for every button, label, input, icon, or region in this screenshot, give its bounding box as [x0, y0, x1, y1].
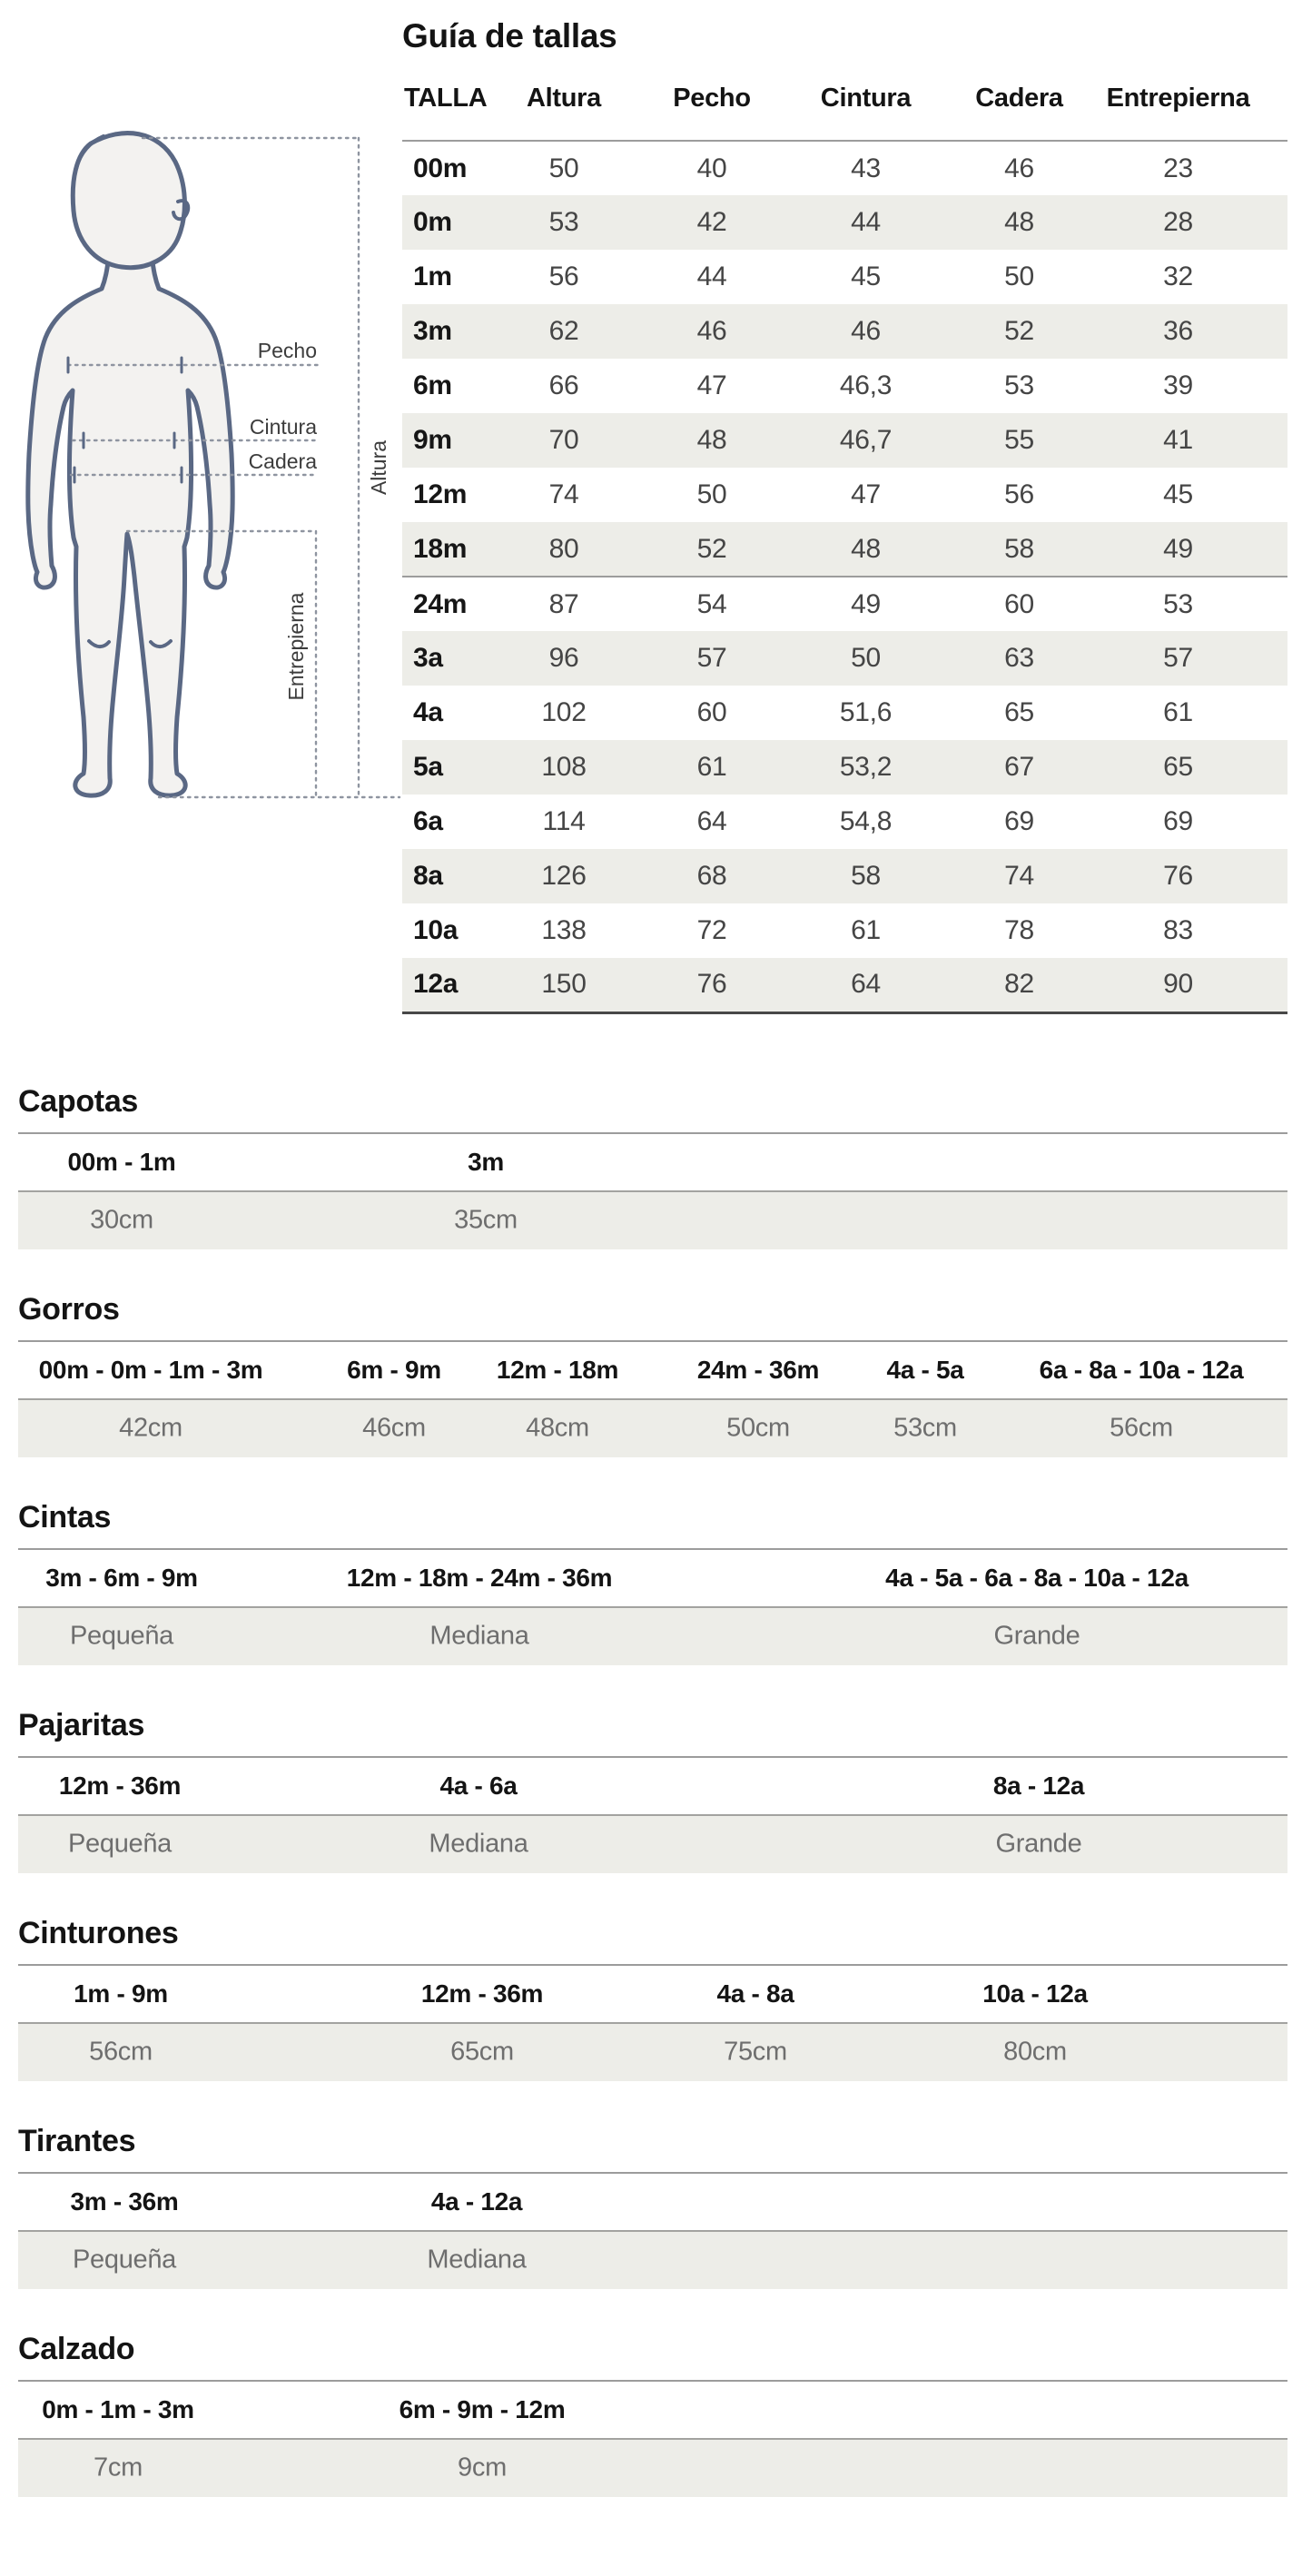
- pecho-value: 46: [696, 316, 727, 346]
- pajaritas-header-row: [18, 1756, 1287, 1814]
- section-pajaritas: [0, 1707, 1312, 1873]
- tirantes-value-row: [18, 2230, 1287, 2289]
- calzado-value: 7cm: [94, 2453, 143, 2482]
- cinturones-header-row: [18, 1964, 1287, 2022]
- pecho-value: 57: [696, 643, 727, 673]
- pecho-value: 44: [696, 262, 727, 291]
- pecho-value: 40: [696, 153, 727, 183]
- cintas-value: Grande: [993, 1621, 1080, 1651]
- cinturones-range: 4a - 8a: [716, 1979, 794, 2008]
- gorros-value: 50cm: [726, 1413, 790, 1443]
- size-label: 18m: [402, 522, 493, 577]
- cadera-value: 53: [1004, 370, 1034, 400]
- section-cinturones: [0, 1915, 1312, 2081]
- gorros-range: 6m - 9m: [347, 1355, 441, 1384]
- section-capotas: [0, 1083, 1312, 1249]
- size-label: 6a: [413, 806, 443, 836]
- pecho-value: 48: [696, 425, 727, 455]
- altura-value: 53: [548, 207, 579, 237]
- size-table-row: [402, 413, 1287, 468]
- cadera-value: 56: [1004, 479, 1034, 509]
- section-title-tirantes: Tirantes: [18, 2123, 136, 2158]
- child-body-outline: [28, 254, 232, 795]
- cintas-value: Pequeña: [69, 1621, 174, 1651]
- pecho-value: 72: [696, 915, 727, 945]
- entrepierna-value: 45: [1163, 479, 1193, 509]
- entrepierna-value: 49: [1096, 522, 1287, 577]
- size-table-row: [402, 250, 1287, 304]
- altura-value: 74: [548, 479, 579, 509]
- cadera-value: 52: [1004, 316, 1034, 346]
- cintas-range: 4a - 5a - 6a - 8a - 10a - 12a: [885, 1563, 1189, 1592]
- size-label: 8a: [413, 861, 443, 891]
- cintas-header-row: [18, 1548, 1287, 1606]
- pajaritas-value: Mediana: [429, 1829, 528, 1859]
- capotas-value-row: [18, 1190, 1287, 1249]
- size-label: 10a: [413, 915, 459, 945]
- pecho-value: 68: [696, 861, 727, 891]
- cadera-label: Cadera: [248, 449, 317, 473]
- gorros-value: 48cm: [526, 1413, 589, 1443]
- size-table: [402, 56, 1287, 1014]
- page-title: Guía de tallas: [402, 17, 617, 54]
- cintura-value: 53,2: [839, 752, 893, 782]
- cintura-value: 46: [851, 316, 881, 346]
- size-label: 00m: [413, 153, 468, 183]
- cadera-value: 58: [942, 522, 1096, 577]
- cadera-value: 69: [1004, 806, 1034, 836]
- entrepierna-value: 61: [1163, 697, 1193, 727]
- pajaritas-value-row: [18, 1814, 1287, 1873]
- size-label: 3a: [413, 643, 443, 673]
- col-header-entrepierna: Entrepierna: [1096, 56, 1287, 141]
- pecho-value: 76: [696, 969, 727, 1000]
- pajaritas-range: 12m - 36m: [58, 1771, 182, 1800]
- tirantes-value: Mediana: [427, 2245, 527, 2275]
- capotas-value: 30cm: [90, 1205, 153, 1235]
- section-title-cinturones: Cinturones: [18, 1915, 179, 1950]
- cintas-range: 12m - 18m - 24m - 36m: [346, 1563, 613, 1592]
- cintas-value-row: [18, 1606, 1287, 1665]
- cadera-value: 78: [1004, 915, 1034, 945]
- cintas-range: 3m - 6m - 9m: [45, 1563, 198, 1592]
- col-header-pecho: Pecho: [635, 56, 789, 141]
- size-table-row: [402, 304, 1287, 359]
- size-table-row: [402, 740, 1287, 795]
- cintura-value: 48: [789, 522, 942, 577]
- gorros-range: 12m - 18m: [496, 1355, 619, 1384]
- altura-value: 62: [548, 316, 579, 346]
- tirantes-range: 4a - 12a: [430, 2186, 523, 2216]
- cintura-value: 64: [851, 969, 881, 1000]
- cinturones-value: 65cm: [450, 2037, 514, 2067]
- section-tirantes: [0, 2123, 1312, 2289]
- size-label: 6m: [413, 370, 452, 400]
- size-table-header-row: [402, 56, 1287, 141]
- pajaritas-value: Pequeña: [67, 1829, 173, 1859]
- altura-label: Altura: [367, 439, 390, 496]
- size-label: 12a: [413, 969, 459, 1000]
- section-gorros: [0, 1291, 1312, 1457]
- altura-value: 138: [541, 915, 587, 945]
- cintura-value: 44: [851, 207, 881, 237]
- altura-value: 114: [542, 806, 586, 836]
- entrepierna-value: 90: [1163, 969, 1193, 1000]
- size-table-row: [402, 577, 1287, 631]
- calzado-range: 6m - 9m - 12m: [399, 2394, 566, 2423]
- gorros-value: 53cm: [893, 1413, 957, 1443]
- cadera-value: 65: [1004, 697, 1034, 727]
- entrepierna-value: 28: [1163, 207, 1193, 237]
- size-guide-section: [0, 0, 1312, 1014]
- size-label: 5a: [413, 752, 443, 782]
- cinturones-range: 1m - 9m: [74, 1979, 168, 2008]
- child-head-outline: [73, 133, 184, 268]
- gorros-range: 24m - 36m: [696, 1355, 820, 1384]
- pecho-value: 50: [696, 479, 727, 509]
- gorros-value: 42cm: [119, 1413, 182, 1443]
- altura-value: 126: [541, 861, 587, 891]
- altura-value: 108: [541, 752, 587, 782]
- cadera-value: 48: [1004, 207, 1034, 237]
- gorros-range: 4a - 5a: [886, 1355, 964, 1384]
- size-label: 4a: [413, 697, 443, 727]
- cintura-value: 61: [851, 915, 881, 945]
- altura-value: 87: [548, 588, 579, 619]
- cinturones-range: 12m - 36m: [420, 1979, 544, 2008]
- calzado-header-row: [18, 2380, 1287, 2438]
- cintura-value: 47: [851, 479, 881, 509]
- cadera-value: 55: [1004, 425, 1034, 455]
- altura-value: 150: [541, 969, 587, 1000]
- entrepierna-value: 32: [1163, 262, 1193, 291]
- size-table-row: [402, 958, 1287, 1012]
- altura-value: 56: [548, 262, 579, 291]
- size-table-row: [402, 903, 1287, 958]
- pecho-value: 60: [696, 697, 727, 727]
- size-table-row: [402, 522, 1287, 577]
- col-header-cintura: Cintura: [789, 56, 942, 141]
- gorros-value: 56cm: [1110, 1413, 1173, 1443]
- capotas-header-row: [18, 1132, 1287, 1190]
- section-title-gorros: Gorros: [18, 1291, 120, 1327]
- size-label: 12m: [413, 479, 468, 509]
- cintas-value: Mediana: [429, 1621, 529, 1651]
- tirantes-value: Pequeña: [72, 2245, 177, 2275]
- pecho-value: 42: [696, 207, 727, 237]
- altura-value: 96: [548, 643, 579, 673]
- cadera-value: 74: [1004, 861, 1034, 891]
- section-calzado: [0, 2331, 1312, 2497]
- cintura-value: 49: [851, 588, 881, 619]
- size-table-row: [402, 795, 1287, 849]
- cadera-value: 60: [1004, 588, 1034, 619]
- cinturones-value: 56cm: [89, 2037, 153, 2067]
- cinturones-value-row: [18, 2022, 1287, 2081]
- size-label: 1m: [413, 262, 452, 291]
- gorros-header-row: [18, 1340, 1287, 1398]
- altura-value: 102: [541, 697, 587, 727]
- entrepierna-value: 23: [1163, 153, 1193, 183]
- pecho-value: 61: [696, 752, 727, 782]
- size-table-row: [402, 141, 1287, 195]
- col-header-altura: Altura: [493, 56, 635, 141]
- tirantes-range: 3m - 36m: [70, 2186, 179, 2216]
- pecho-value: 52: [635, 522, 789, 577]
- cadera-value: 82: [1004, 969, 1034, 1000]
- col-header-cadera: Cadera: [942, 56, 1096, 141]
- size-table-row: [402, 849, 1287, 903]
- capotas-range: 3m: [468, 1147, 504, 1176]
- entrepierna-value: 83: [1163, 915, 1193, 945]
- cadera-value: 50: [1004, 262, 1034, 291]
- size-table-row: [402, 631, 1287, 686]
- pajaritas-range: 8a - 12a: [992, 1771, 1085, 1800]
- pecho-value: 54: [696, 588, 727, 619]
- entrepierna-value: 65: [1163, 752, 1193, 782]
- size-label: 3m: [413, 316, 452, 346]
- altura-value: 50: [548, 153, 579, 183]
- size-table-row: [402, 195, 1287, 250]
- cintura-value: 58: [851, 861, 881, 891]
- entrepierna-value: 41: [1163, 425, 1193, 455]
- altura-value: 80: [493, 522, 635, 577]
- pajaritas-range: 4a - 6a: [439, 1771, 518, 1800]
- child-figure-diagram: [0, 118, 402, 808]
- entrepierna-value: 69: [1163, 806, 1193, 836]
- cintura-label: Cintura: [249, 415, 317, 439]
- cintura-value: 54,8: [839, 806, 893, 836]
- cintura-value: 46,7: [839, 425, 893, 455]
- entrepierna-value: 36: [1163, 316, 1193, 346]
- gorros-range: 6a - 8a - 10a - 12a: [1039, 1355, 1244, 1384]
- cintura-value: 43: [851, 153, 881, 183]
- capotas-range: 00m - 1m: [67, 1147, 176, 1176]
- entrepierna-value: 76: [1163, 861, 1193, 891]
- size-table-row: [402, 468, 1287, 522]
- gorros-value: 46cm: [362, 1413, 426, 1443]
- cinturones-range: 10a - 12a: [982, 1979, 1088, 2008]
- section-title-cintas: Cintas: [18, 1499, 112, 1535]
- size-label: 0m: [413, 207, 452, 237]
- calzado-value: 9cm: [458, 2453, 507, 2482]
- cintura-value: 46,3: [839, 370, 893, 400]
- cintura-value: 51,6: [839, 697, 893, 727]
- cinturones-value: 80cm: [1003, 2037, 1067, 2067]
- gorros-value-row: [18, 1398, 1287, 1457]
- cadera-value: 46: [1004, 153, 1034, 183]
- gorros-range: 00m - 0m - 1m - 3m: [38, 1355, 263, 1384]
- calzado-range: 0m - 1m - 3m: [42, 2394, 194, 2423]
- entrepierna-value: 57: [1163, 643, 1193, 673]
- altura-value: 70: [548, 425, 579, 455]
- section-title-calzado: Calzado: [18, 2331, 135, 2366]
- size-table-body: [402, 141, 1287, 1012]
- capotas-value: 35cm: [454, 1205, 518, 1235]
- cintura-value: 45: [851, 262, 881, 291]
- section-cintas: [0, 1499, 1312, 1665]
- size-label: 9m: [413, 425, 452, 455]
- col-header-talla: TALLA: [402, 56, 493, 141]
- cintura-value: 50: [851, 643, 881, 673]
- entrepierna-value: 39: [1163, 370, 1193, 400]
- pecho-label: Pecho: [257, 339, 317, 362]
- calzado-value-row: [18, 2438, 1287, 2497]
- cadera-value: 67: [1004, 752, 1034, 782]
- pecho-value: 47: [696, 370, 727, 400]
- tirantes-header-row: [18, 2172, 1287, 2230]
- size-table-row: [402, 686, 1287, 740]
- pajaritas-value: Grande: [995, 1829, 1082, 1859]
- cadera-value: 63: [1004, 643, 1034, 673]
- section-title-capotas: Capotas: [18, 1083, 139, 1119]
- entrepierna-label: Entrepierna: [284, 592, 308, 701]
- altura-value: 66: [548, 370, 579, 400]
- size-table-row: [402, 359, 1287, 413]
- size-label: 24m: [413, 588, 468, 619]
- entrepierna-value: 53: [1163, 588, 1193, 619]
- cinturones-value: 75cm: [724, 2037, 787, 2067]
- section-title-pajaritas: Pajaritas: [18, 1707, 145, 1742]
- pecho-value: 64: [696, 806, 727, 836]
